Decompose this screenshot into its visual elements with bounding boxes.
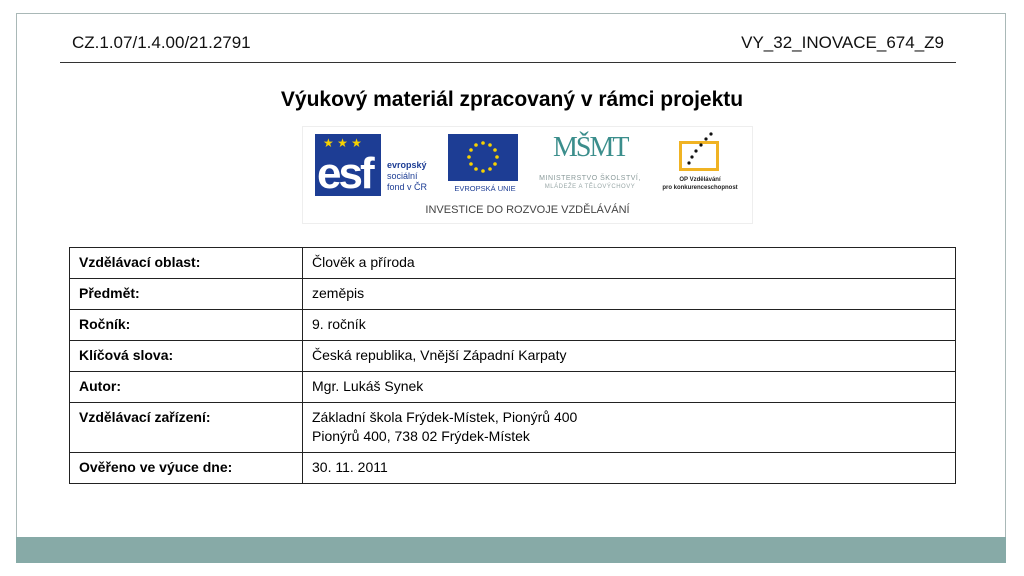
- row-value: Základní škola Frýdek-Místek, Pionýrů 400 Pionýrů 400, 738 02 Frýdek-Místek: [303, 403, 956, 453]
- table-row: [70, 372, 956, 403]
- star-icon: ★ ★ ★: [323, 136, 362, 150]
- bottom-bar: [16, 537, 1006, 563]
- project-code: CZ.1.07/1.4.00/21.2791: [72, 33, 251, 52]
- eu-flag-icon: [448, 134, 518, 181]
- row-label: Vzdělávací zařízení:: [70, 403, 303, 453]
- row-label: Ročník:: [70, 310, 303, 341]
- row-value: Mgr. Lukáš Synek: [303, 372, 956, 403]
- esf-label: evropský sociální fond v ČR: [387, 160, 428, 192]
- table-row: [70, 341, 956, 372]
- material-code: VY_32_INOVACE_674_Z9: [741, 33, 944, 52]
- row-label: Vzdělávací oblast:: [70, 248, 303, 279]
- msmt-logo: MŠMT MINISTERSTVO ŠKOLSTVÍ, MLÁDEŽE A TĚLOVÝCHOVY: [539, 132, 641, 190]
- row-label: Ověřeno ve výuce dne:: [70, 453, 303, 484]
- row-label: Autor:: [70, 372, 303, 403]
- eu-stars-icon: [448, 134, 518, 181]
- esf-mark: ★ ★ ★ esf: [315, 134, 381, 196]
- table-row: [70, 279, 956, 310]
- row-value: zeměpis: [303, 279, 956, 310]
- info-table: [69, 247, 956, 484]
- table-row: [70, 403, 956, 453]
- op-dots-icon: [681, 131, 721, 171]
- esf-logo: [315, 134, 447, 196]
- table-row: [70, 310, 956, 341]
- logos-caption: INVESTICE DO ROZVOJE VZDĚLÁVÁNÍ: [425, 204, 630, 216]
- op-logo: OP Vzdělávání pro konkurenceschopnost: [655, 131, 745, 197]
- row-value: Česká republika, Vnější Západní Karpaty: [303, 341, 956, 372]
- table-row: [70, 453, 956, 484]
- logo-strip: [303, 127, 752, 223]
- row-label: Předmět:: [70, 279, 303, 310]
- row-value: 30. 11. 2011: [303, 453, 956, 484]
- row-value: 9. ročník: [303, 310, 956, 341]
- page-title: Výukový materiál zpracovaný v rámci projektu: [280, 88, 744, 111]
- table-row: [70, 248, 956, 279]
- row-value: Člověk a příroda: [303, 248, 956, 279]
- header-divider: [60, 62, 956, 63]
- eu-logo: EVROPSKÁ UNIE: [448, 134, 518, 196]
- row-label: Klíčová slova:: [70, 341, 303, 372]
